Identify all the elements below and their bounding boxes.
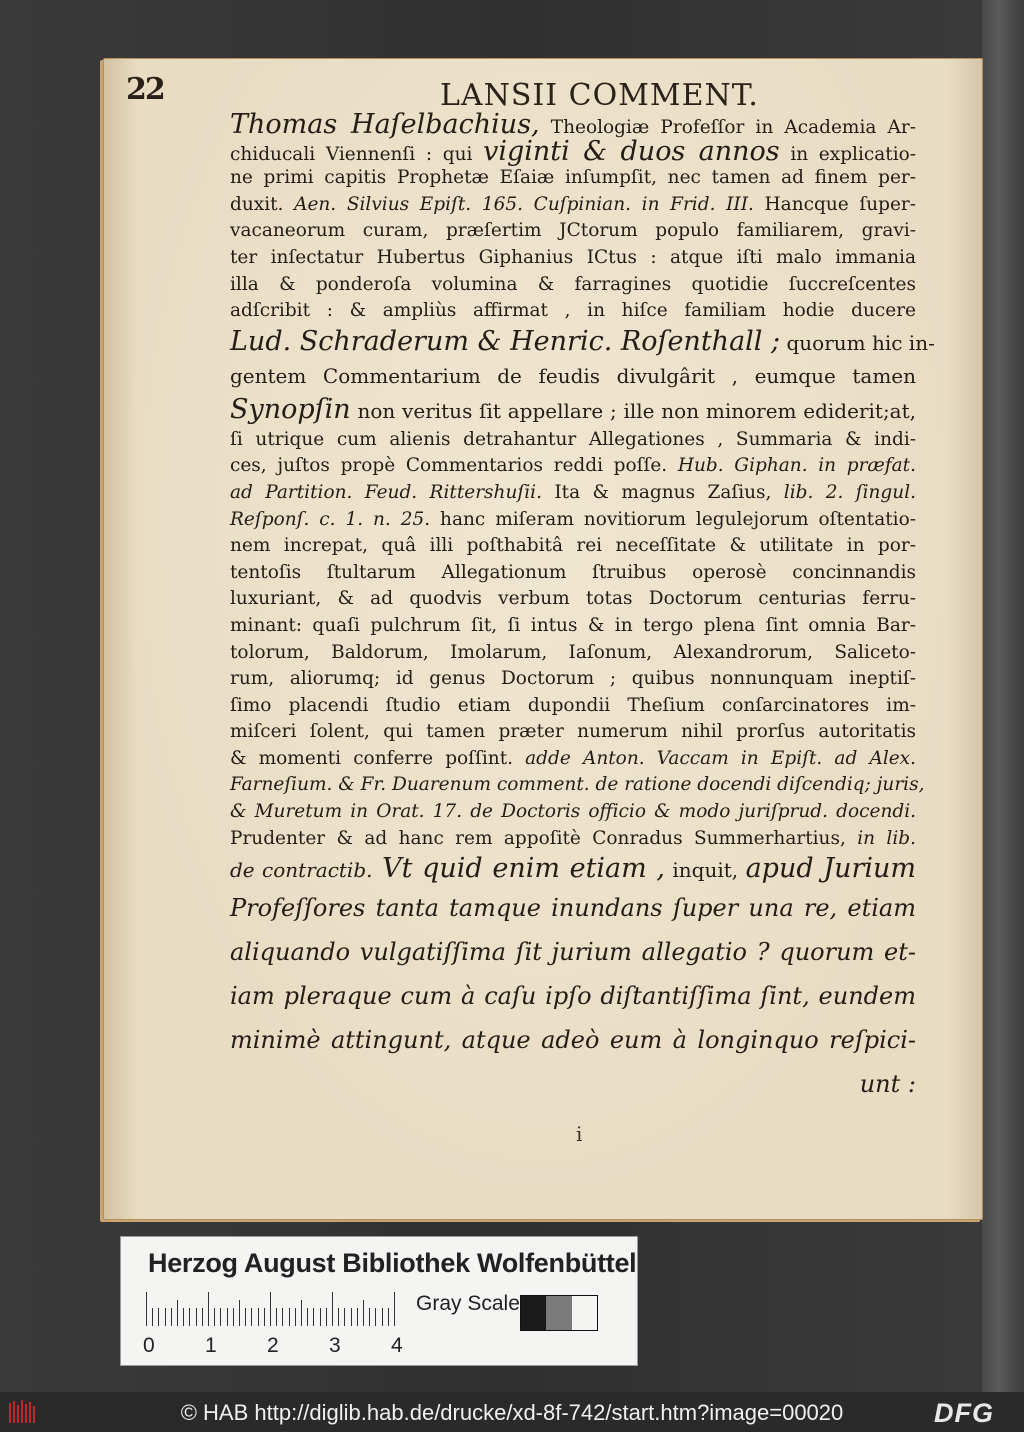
text-run: ne primi capitis Prophetæ Eſaiæ inſumpſit, nec tamen ad finem per- (230, 167, 916, 189)
ruler-tick (208, 1292, 209, 1326)
ruler-tick (282, 1308, 283, 1326)
ruler-tick (307, 1308, 308, 1326)
text-line (230, 799, 916, 826)
text-run: & momenti conferre poſſint. (230, 747, 526, 769)
ruler-tick (214, 1308, 215, 1326)
text-line (230, 586, 916, 613)
body-text (230, 109, 935, 1106)
ruler-tick (202, 1308, 203, 1326)
gray-scale-swatches (520, 1295, 598, 1331)
text-line (230, 772, 925, 799)
text-run: aliquando vulgatiſſima ſit jurium allegatio ? quorum et- (230, 938, 916, 967)
text-run: iam pleraque cum à caſu ipſo diſtantiſſima ſint, eundem (230, 982, 916, 1011)
text-line (230, 325, 935, 359)
ruler-tick (270, 1292, 271, 1326)
text-line (230, 974, 916, 1018)
text-run: in explicatio- (779, 143, 916, 165)
ruler-tick (344, 1308, 345, 1326)
catchmark: i (576, 1122, 583, 1146)
text-run: Thomas Haſelbachius, (230, 109, 540, 140)
text-run: unt : (859, 1070, 916, 1099)
ruler-tick (276, 1308, 277, 1326)
ruler-tick (251, 1308, 252, 1326)
board-edge (982, 0, 1024, 1392)
text-run: duxit. (230, 193, 295, 215)
scale-number-3: 3 (329, 1334, 341, 1357)
ruler-tick (338, 1308, 339, 1326)
text-run: hanc miſeram novitiorum legulejorum oſtentatio- (430, 508, 916, 530)
text-run: rum, aliorumq; id genus Doctorum ; quibus nonnunquam ineptiſ- (230, 668, 916, 690)
page-number: 22 (126, 72, 164, 107)
text-line (230, 165, 916, 192)
text-run: Aen. Silvius Epiſt. 165. Cuſpinian. in Frid. III. (294, 193, 754, 215)
text-line (230, 359, 916, 393)
text-line (230, 507, 916, 534)
text-line (230, 453, 916, 480)
text-line (230, 298, 916, 325)
ruler-tick (295, 1308, 296, 1326)
text-run: adſcribit : & ampliùs affirmat , in hiſce familiam hodie ducere (230, 300, 916, 322)
ruler-tick (313, 1308, 314, 1326)
text-run: adde Anton. Vaccam in Epiſt. ad Alex. (525, 747, 916, 769)
ruler-tick (382, 1308, 383, 1326)
ruler-tick (171, 1308, 172, 1326)
text-run: Hub. Giphan. in præfat. (677, 455, 917, 477)
scale-ruler (146, 1290, 408, 1326)
text-run: nem increpat, quâ illi poſthabitâ rei neceſſitate & utilitate in por- (230, 535, 916, 557)
text-run: quorum hic in- (780, 330, 935, 355)
text-run: Prudenter & ad hanc rem appoſitè Conradus Summerhartius, (230, 827, 858, 849)
ruler-tick (189, 1308, 190, 1326)
ruler-tick (363, 1300, 364, 1326)
text-line (230, 245, 916, 272)
text-line (230, 427, 916, 454)
ruler-tick (375, 1308, 376, 1326)
ruler-tick (233, 1308, 234, 1326)
scale-number-2: 2 (267, 1334, 279, 1357)
swatch-white (572, 1296, 597, 1330)
ruler-tick (357, 1308, 358, 1326)
scale-number-1: 1 (205, 1334, 217, 1357)
gray-scale-label: Gray Scale (416, 1292, 520, 1315)
text-run: viginti & duos annos (483, 135, 780, 167)
text-run: Vt quid enim etiam , (372, 853, 665, 885)
text-line (230, 746, 916, 773)
text-run: non veritus ſit appellare ; ille non minorem ediderit;at, (350, 398, 916, 423)
text-line (230, 272, 916, 299)
ruler-tick (301, 1300, 302, 1326)
text-run: ces, juſtos propè Commentarios reddi poſſe. (230, 455, 678, 477)
ruler-tick (326, 1308, 327, 1326)
ruler-tick (264, 1308, 265, 1326)
ruler-tick (289, 1308, 290, 1326)
text-run: minimè attingunt, atque adeò eum à longinquo reſpici- (230, 1026, 916, 1055)
text-line (230, 852, 916, 886)
ruler-tick (165, 1308, 166, 1326)
text-line (230, 886, 916, 930)
text-run: in lib. (857, 827, 916, 849)
swatch-black (521, 1296, 546, 1330)
text-line (230, 1062, 916, 1106)
text-run: ſimo placendi ſtudio etiam dupondii Theſium conſarcinatores im- (230, 694, 916, 716)
text-run: chiducali Viennenſi : qui (230, 143, 484, 165)
ruler-tick (196, 1308, 197, 1326)
text-run: Farneſium. & Fr. Duarenum comment. de ratione docendi diſcendiq; juris, (230, 774, 925, 796)
scale-number-0: 0 (143, 1334, 155, 1357)
text-line (230, 693, 916, 720)
text-line (230, 826, 916, 853)
text-line (230, 218, 916, 245)
text-line (230, 640, 916, 667)
text-run: Reſponſ. c. 1. n. 25. (230, 508, 431, 530)
text-run: gentem Commentarium de feudis divulgârit , eumque tamen (230, 363, 916, 388)
ruler-tick (320, 1308, 321, 1326)
footer-link[interactable]: © HAB http://diglib.hab.de/drucke/xd-8f-742/start.htm?image=00020 (180, 1400, 844, 1425)
ruler-tick (394, 1292, 395, 1326)
text-run: tentoſis ſtultarum Allegationum ſtruibus operosè concinnandis (230, 561, 916, 583)
text-run: Profeſſores tanta tamque inundans ſuper una re, etiam (230, 894, 916, 923)
text-run: ter inſectatur Hubertus Giphanius ICtus : atque iſti malo immania (230, 246, 916, 268)
ruler-tick (227, 1308, 228, 1326)
text-line (230, 560, 916, 587)
text-run: inquit, (664, 858, 746, 883)
ruler-tick (183, 1308, 184, 1326)
text-line (230, 719, 916, 746)
dfg-logo: DFG (934, 1398, 994, 1428)
library-name: Herzog August Bibliothek Wolfenbüttel (148, 1248, 637, 1278)
text-line (230, 930, 916, 974)
text-run: lib. 2. ſingul. (783, 481, 916, 503)
ruler-tick (177, 1300, 178, 1326)
text-run: Synopſin (230, 393, 351, 425)
text-run: miſceri ſolent, qui tamen præter numerum nihil prorſus autoritatis (230, 721, 916, 743)
ruler-tick (220, 1308, 221, 1326)
ruler-tick (152, 1308, 153, 1326)
text-run: minant: quaſi pulchrum ſit, ſi intus & in tergo plena ſint omnia Bar- (230, 614, 916, 636)
text-run: illa & ponderoſa volumina & farragines quotidie ſuccreſcentes (230, 273, 916, 295)
text-run: Ita & magnus Zaſius, (541, 481, 784, 503)
text-line (230, 135, 916, 167)
text-line (230, 480, 916, 507)
text-run: vacaneorum curam, præſertim JCtorum populo familiarem, gravi- (230, 220, 916, 242)
ruler-tick (369, 1308, 370, 1326)
text-run: Hancque ſuper- (753, 193, 916, 215)
text-run: apud Jurium (745, 853, 916, 885)
ruler-tick (158, 1308, 159, 1326)
running-head: LANSII COMMENT. (440, 78, 759, 113)
text-line (230, 533, 916, 560)
ruler-tick (239, 1300, 240, 1326)
ruler-tick (258, 1308, 259, 1326)
text-run: Theologiæ Profeſſor in Academia Ar- (539, 117, 916, 138)
text-line (230, 192, 916, 219)
text-line (230, 393, 916, 427)
ruler-tick (332, 1292, 333, 1326)
text-run: ad Partition. Feud. Rittershuſii. (230, 481, 542, 503)
text-run: tolorum, Baldorum, Imolarum, Iaſonum, Alexandrorum, Saliceto- (230, 641, 916, 663)
ruler-tick (146, 1292, 147, 1326)
ruler-tick (388, 1308, 389, 1326)
ruler-tick (351, 1308, 352, 1326)
text-run: luxuriant, & ad quodvis verbum totas Doctorum centurias ferru- (230, 588, 916, 610)
text-run: & Muretum in Orat. 17. de Doctoris officio & modo juriſprud. docendi. (230, 801, 916, 823)
text-line (230, 666, 916, 693)
text-run: de contractib. (230, 858, 373, 883)
scale-number-4: 4 (391, 1334, 403, 1357)
swatch-gray (546, 1296, 571, 1330)
text-line (230, 109, 916, 140)
text-line (230, 1018, 916, 1062)
text-line (230, 613, 916, 640)
text-run: ſi utrique cum alienis detrahantur Allegationes , Summaria & indi- (230, 428, 916, 450)
text-run: Lud. Schraderum & Henric. Roſenthall ; (230, 325, 781, 357)
ruler-tick (245, 1308, 246, 1326)
